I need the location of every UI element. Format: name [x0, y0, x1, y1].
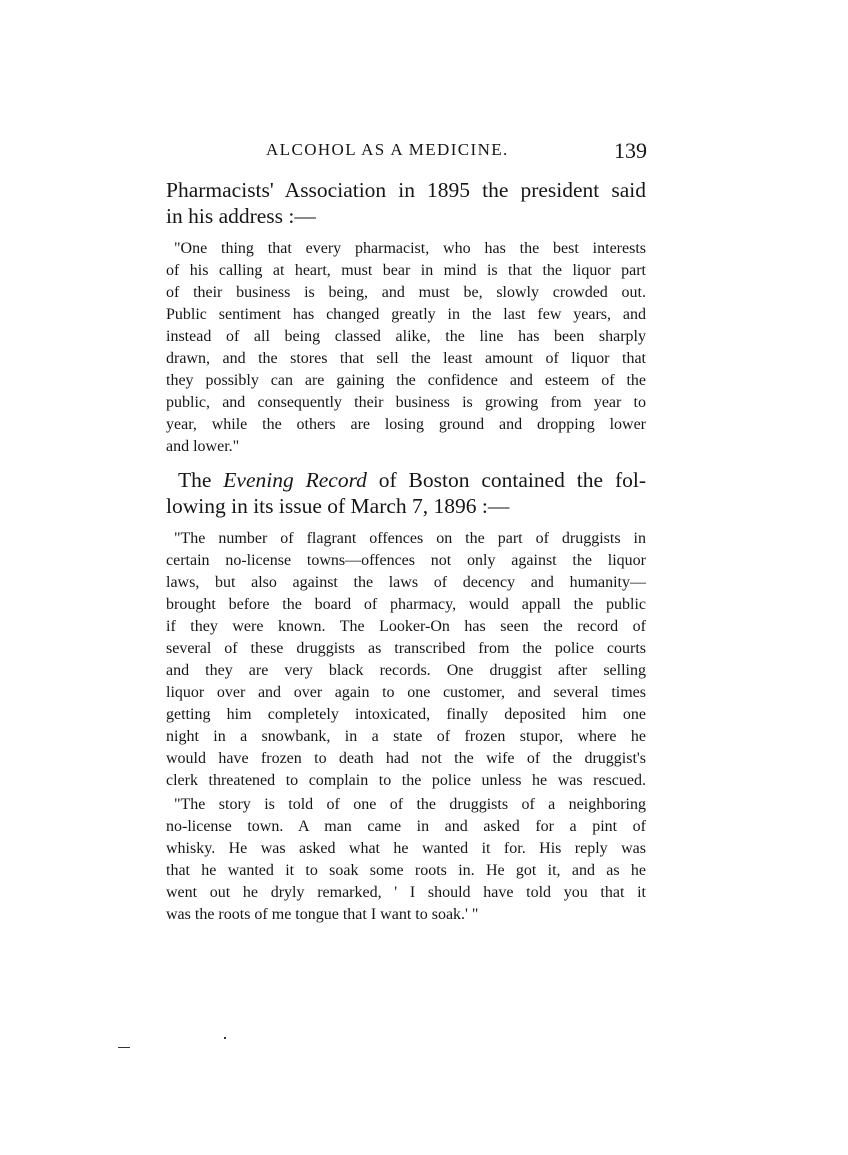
- running-title: ALCOHOL AS A MEDICINE.: [266, 140, 509, 159]
- quote-line: Public sentiment has changed greatly in the last few years, and: [166, 306, 646, 323]
- quote-line: was the roots of me tongue that I want to soak.' ": [166, 906, 479, 923]
- quote-line: whisky. He was asked what he wanted it for. His reply was: [166, 840, 646, 857]
- scan-speck: [224, 1037, 226, 1039]
- quote-line: of his calling at heart, must bear in mind is that the liquor part: [166, 262, 646, 279]
- quote-line: that he wanted it to soak some roots in. He got it, and as he: [166, 862, 646, 879]
- scan-speck: [118, 1047, 130, 1048]
- newspaper-title: Evening Record: [223, 468, 367, 492]
- quote-line: no-license town. A man came in and asked for a pint of: [166, 818, 646, 835]
- page-number: 139: [614, 138, 647, 163]
- quote-line: getting him completely intoxicated, finally deposited him one: [166, 706, 646, 723]
- intro-line: in his address :—: [166, 204, 316, 228]
- intro-line: Pharmacists' Association in 1895 the president said: [166, 178, 646, 202]
- quote-line: and they are very black records. One druggist after selling: [166, 662, 646, 679]
- quote-line: laws, but also against the laws of decency and humanity—: [166, 574, 646, 591]
- quote-line: they possibly can are gaining the confidence and esteem of the: [166, 372, 646, 389]
- quote-line: "One thing that every pharmacist, who has the best interests: [174, 240, 646, 257]
- quote-line: of their business is being, and must be, slowly crowded out.: [166, 284, 646, 301]
- quote-line: liquor over and over again to one customer, and several times: [166, 684, 646, 701]
- quote-line: instead of all being classed alike, the line has been sharply: [166, 328, 646, 345]
- quote-line: certain no-license towns—offences not only against the liquor: [166, 552, 646, 569]
- quote-line: "The number of flagrant offences on the part of druggists in: [174, 530, 646, 547]
- quote-line: if they were known. The Looker-On has seen the record of: [166, 618, 646, 635]
- quote-line: went out he dryly remarked, ' I should have told you that it: [166, 884, 646, 901]
- quote-line: several of these druggists as transcribed from the police courts: [166, 640, 646, 657]
- quote-line: brought before the board of pharmacy, would appall the public: [166, 596, 646, 613]
- page-header: [166, 138, 649, 164]
- quote-line: clerk threatened to complain to the police unless he was rescued.: [166, 772, 646, 789]
- quote-line: "The story is told of one of the druggists of a neighboring: [174, 796, 646, 813]
- quote-line: night in a snowbank, in a state of frozen stupor, where he: [166, 728, 646, 745]
- quote-line: drawn, and the stores that sell the least amount of liquor that: [166, 350, 646, 367]
- record-intro-line: The Evening Record of Boston contained the fol-: [178, 468, 646, 492]
- quote-line: public, and consequently their business is growing from year to: [166, 394, 646, 411]
- quote-line: year, while the others are losing ground and dropping lower: [166, 416, 646, 433]
- quote-line: would have frozen to death had not the wife of the druggist's: [166, 750, 646, 767]
- quote-line: and lower.": [166, 438, 240, 455]
- record-intro-line: lowing in its issue of March 7, 1896 :—: [166, 494, 510, 518]
